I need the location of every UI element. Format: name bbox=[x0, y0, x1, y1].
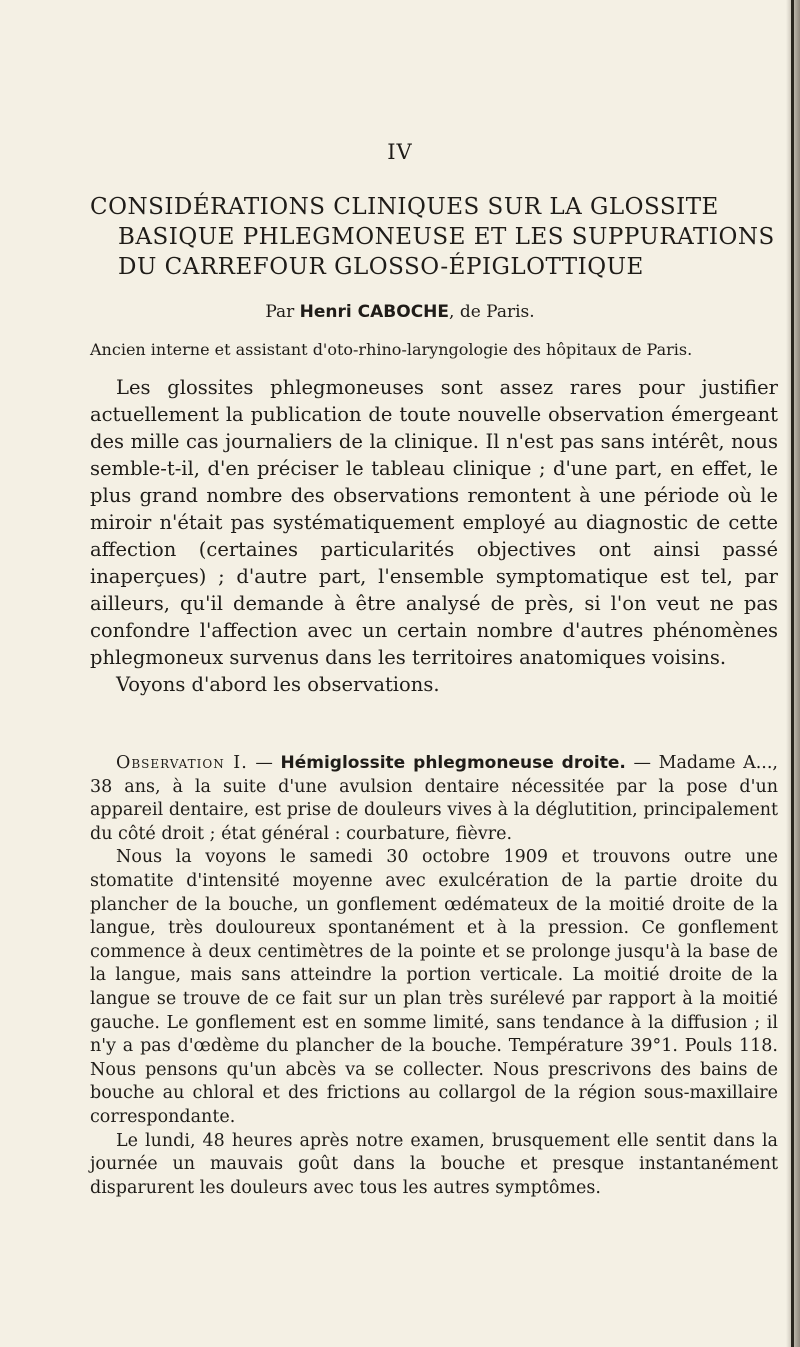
title-line: CONSIDÉRATIONS CLINIQUES SUR LA GLOSSITE bbox=[90, 194, 719, 220]
author-name: Henri CABOCHE bbox=[299, 302, 450, 322]
byline-suffix: , de Paris. bbox=[449, 302, 535, 322]
title-line: BASIQUE PHLEGMONEUSE ET LES SUPPURATIONS bbox=[118, 224, 775, 250]
intro-text bbox=[90, 374, 778, 698]
article-title bbox=[70, 192, 775, 282]
byline bbox=[0, 302, 800, 322]
title-line: DU CARREFOUR GLOSSO-ÉPIGLOTTIQUE bbox=[118, 254, 644, 280]
observation-section bbox=[90, 752, 778, 1200]
observation-heading-paragraph bbox=[90, 752, 778, 846]
paragraph: Le lundi, 48 heures après notre examen, brusquement elle sentit dans la journée un mauvais goût dans la bouche et presque instantanément disparurent les douleurs avec tous les autres symptômes. bbox=[90, 1130, 778, 1198]
byline-prefix: Par bbox=[265, 302, 295, 322]
observation-first-paragraph: — Madame A..., 38 ans, à la suite d'une avulsion dentaire nécessitée par la pose d'un appareil dentaire, est prise de douleurs vives à la déglutition, principalement du côté droit ; état général : courbature, fièvre. bbox=[90, 753, 778, 844]
observation-dash: — bbox=[247, 753, 281, 773]
page-edge-line bbox=[791, 0, 794, 1347]
observation-title: Hémiglossite phlegmoneuse droite. bbox=[280, 753, 626, 773]
chapter-number: IV bbox=[387, 140, 413, 164]
observation-label: Observation I. bbox=[116, 753, 248, 773]
author-affiliation: Ancien interne et assistant d'oto-rhino-laryngologie des hôpitaux de Paris. bbox=[90, 340, 693, 359]
paragraph: Voyons d'abord les observations. bbox=[116, 673, 440, 696]
paragraph: Les glossites phlegmoneuses sont assez rares pour justifier actuellement la publication de toute nouvelle observation émergeant des mille cas journaliers de la clinique. Il n'est pas sans intérêt, nous semble-t-il, d'en préciser le tableau clinique ; d'une part, en effet, le plus grand nombre des observations remontent à une période où le miroir n'était pas systématiquement employé au diagnostic de cette affection (certaines particularités objectives ont ainsi passé inaperçues) ; d'autre part, l'ensemble symptomatique est tel, par ailleurs, qu'il demande à être analysé de près, si l'on veut ne pas confondre l'affection avec un certain nombre d'autres phénomènes phlegmoneux survenus dans les territoires anatomiques voisins. bbox=[90, 376, 778, 669]
paragraph: Nous la voyons le samedi 30 octobre 1909 et trouvons outre une stomatite d'intensité moyenne avec exulcération de la partie droite du plancher de la bouche, un gonflement œdémateux de la moitié droite de la langue, très douloureux spontanément et à la pression. Ce gonflement commence à deux centimètres de la pointe et se prolonge jusqu'à la base de la langue, mais sans atteindre la portion verticale. La moitié droite de la langue se trouve de ce fait sur un plan très surélevé par rapport à la moitié gauche. Le gonflement est en somme limité, sans tendance à la diffusion ; il n'y a pas d'œdème du plancher de la bouche. Température 39°1. Pouls 118. Nous pensons qu'un abcès va se collecter. Nous prescrivons des bains de bouche au chloral et des frictions au collargol de la région sous-maxillaire correspondante. bbox=[90, 847, 778, 1127]
